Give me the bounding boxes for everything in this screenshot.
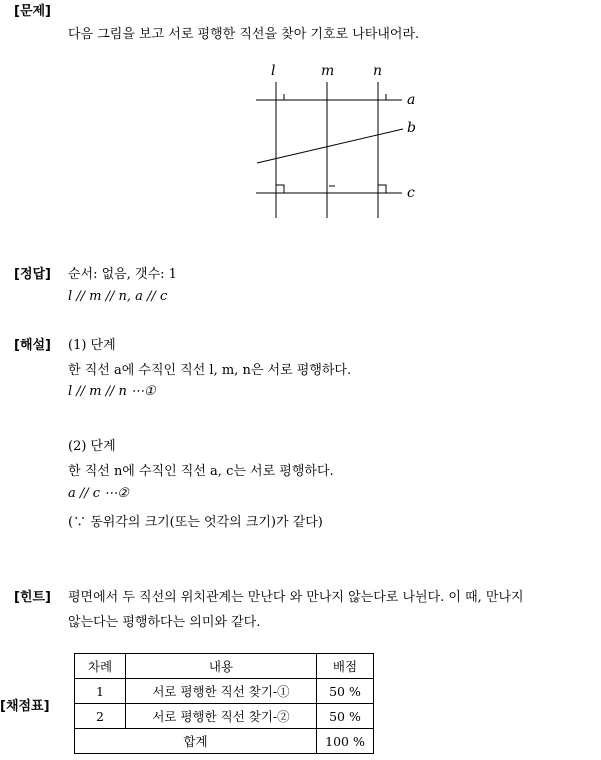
line-b (257, 129, 403, 163)
rubric-label: [채점표] (0, 699, 50, 714)
cell: 2 (75, 704, 126, 729)
hint-line: 않는다는 평행하다는 의미와 같다. (68, 615, 261, 630)
hint-line: 평면에서 두 직선의 위치관계는 만난다 와 만나지 않는다로 나뉜다. 이 때, 만나지 (68, 590, 524, 605)
table-row (75, 704, 374, 729)
label-m: m (321, 63, 335, 79)
answer-meta: 순서: 없음, 갯수: 1 (68, 267, 177, 282)
explanation-line: 한 직선 n에 수직인 직선 a, c는 서로 평행하다. (68, 464, 334, 479)
answer-label: [정답] (14, 267, 51, 282)
label-l: l (271, 63, 276, 79)
explanation-label: [해설] (14, 338, 51, 353)
problem-text: 다음 그림을 보고 서로 평행한 직선을 찾아 기호로 나타내어라. (68, 27, 420, 42)
explanation-line: l // m // n ⋯① (68, 384, 156, 399)
cell: 서로 평행한 직선 찾기-② (126, 704, 317, 729)
cell: 서로 평행한 직선 찾기-① (126, 679, 317, 704)
table-header-row (75, 654, 374, 679)
header-order: 차례 (75, 654, 126, 679)
table-row (75, 679, 374, 704)
hint-label: [힌트] (14, 590, 51, 605)
cell: 1 (75, 679, 126, 704)
answer-result: l // m // n, a // c (68, 289, 168, 304)
explanation-line: 한 직선 a에 수직인 직선 l, m, n은 서로 평행하다. (68, 363, 352, 378)
right-angle-mark (378, 185, 386, 193)
header-score: 배점 (317, 654, 374, 679)
explanation-step-1: (1) 단계 (68, 338, 116, 353)
cell: 50 % (317, 704, 374, 729)
cell: 50 % (317, 679, 374, 704)
label-b: b (407, 120, 416, 136)
header-content: 내용 (126, 654, 317, 679)
label-n: n (373, 63, 383, 79)
rubric-table (74, 653, 374, 754)
right-angle-mark (276, 185, 284, 193)
explanation-reason: (∵ 동위각의 크기(또는 엇각의 크기)가 같다) (68, 515, 323, 530)
problem-label: [문제] (14, 4, 51, 19)
label-c: c (407, 185, 415, 201)
explanation-step-2: (2) 단계 (68, 439, 116, 454)
explanation-line: a // c ⋯② (68, 486, 129, 501)
table-total-row (75, 729, 374, 754)
total-value: 100 % (317, 729, 374, 754)
label-a: a (407, 92, 416, 108)
total-label: 합계 (75, 729, 317, 754)
